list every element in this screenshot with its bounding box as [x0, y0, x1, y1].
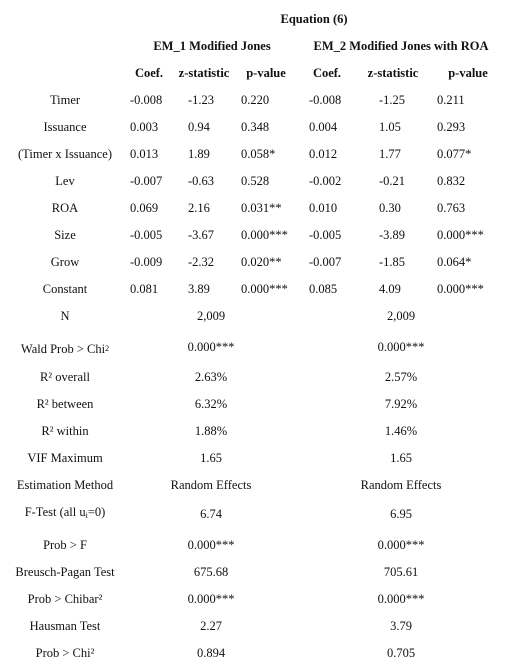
- z-cell: -2.32: [188, 255, 215, 269]
- coef-cell: 0.013: [130, 147, 159, 161]
- row-label: Timer: [49, 93, 81, 107]
- p-cell: 0.528: [241, 174, 270, 188]
- stat-value-2: 0.000***: [377, 340, 425, 354]
- z-cell: -0.21: [379, 174, 406, 188]
- z-cell: 0.30: [379, 201, 401, 215]
- coef-cell: 0.004: [309, 120, 338, 134]
- z-cell: 1.05: [379, 120, 401, 134]
- z-cell: 3.89: [188, 282, 210, 296]
- col-header-p-2: p-value: [448, 66, 488, 80]
- stat-label: F-Test (all $u_i=0$): [24, 505, 106, 520]
- stat-value-2: 1.65: [390, 451, 412, 465]
- z-cell: -3.89: [379, 228, 406, 242]
- stat-value-1: 675.68: [193, 565, 229, 579]
- row-label: (Timer x Issuance): [18, 147, 112, 161]
- p-cell: 0.000***: [241, 228, 288, 242]
- row-label: Lev: [55, 174, 75, 188]
- coef-cell: 0.085: [309, 282, 338, 296]
- stat-value-2: 2,009: [386, 309, 416, 323]
- stat-label: VIF Maximum: [27, 451, 103, 465]
- stat-value-1: Random Effects: [170, 478, 252, 492]
- p-cell: 0.220: [241, 93, 270, 107]
- col-header-z-1: z-statistic: [178, 66, 230, 80]
- stat-label: Prob > Chi²: [35, 646, 95, 660]
- stat-value-1: 0.000***: [187, 538, 235, 552]
- p-cell: 0.293: [437, 120, 466, 134]
- z-cell: 1.89: [188, 147, 210, 161]
- coef-cell: 0.003: [130, 120, 159, 134]
- coef-cell: 0.081: [130, 282, 159, 296]
- p-cell: 0.058*: [241, 147, 276, 161]
- stat-value-1: 2,009: [196, 309, 226, 323]
- row-label: ROA: [51, 201, 79, 215]
- coef-cell: -0.008: [309, 93, 342, 107]
- coef-cell: -0.002: [309, 174, 342, 188]
- stat-value-1: 6.74: [200, 507, 222, 521]
- p-cell: 0.020**: [241, 255, 282, 269]
- stat-value-2: 3.79: [390, 619, 412, 633]
- z-cell: -1.25: [379, 93, 406, 107]
- stat-label: Hausman Test: [29, 619, 101, 633]
- model2-header: EM_2 Modified Jones with ROA: [313, 39, 489, 53]
- stat-value-1: 0.894: [196, 646, 226, 660]
- stat-label: Prob > F: [43, 538, 87, 552]
- p-cell: 0.832: [437, 174, 466, 188]
- coef-cell: -0.005: [130, 228, 163, 242]
- stat-value-2: 0.000***: [377, 592, 425, 606]
- stat-value-2: Random Effects: [360, 478, 442, 492]
- stat-value-1: 0.000***: [187, 592, 235, 606]
- equation-title: Equation (6): [280, 12, 348, 26]
- p-cell: 0.000***: [437, 282, 484, 296]
- stat-label: Wald Prob > Chi$^2$: [20, 342, 110, 356]
- stat-value-1: 0.000***: [187, 340, 235, 354]
- row-label: Constant: [42, 282, 88, 296]
- col-header-z-2: z-statistic: [367, 66, 419, 80]
- stat-label: Prob > Chibar²: [27, 592, 103, 606]
- coef-cell: -0.007: [309, 255, 342, 269]
- stat-label: R² between: [36, 397, 94, 411]
- coef-cell: -0.005: [309, 228, 342, 242]
- stat-label: N: [60, 309, 70, 323]
- p-cell: 0.763: [437, 201, 466, 215]
- p-cell: 0.211: [437, 93, 465, 107]
- row-label: Grow: [50, 255, 80, 269]
- z-cell: 2.16: [188, 201, 210, 215]
- coef-cell: 0.012: [309, 147, 338, 161]
- stat-value-1: 2.63%: [194, 370, 228, 384]
- col-header-p-1: p-value: [246, 66, 286, 80]
- stat-value-2: 705.61: [383, 565, 419, 579]
- stat-value-2: 7.92%: [384, 397, 418, 411]
- coef-cell: 0.069: [130, 201, 159, 215]
- p-cell: 0.077*: [437, 147, 472, 161]
- stat-label: R² within: [41, 424, 89, 438]
- stat-value-2: 2.57%: [384, 370, 418, 384]
- col-header-coef-2: Coef.: [312, 66, 342, 80]
- p-cell: 0.064*: [437, 255, 472, 269]
- z-cell: 1.77: [379, 147, 401, 161]
- stat-value-2: 1.46%: [384, 424, 418, 438]
- stat-value-2: 0.705: [386, 646, 416, 660]
- z-cell: -1.23: [188, 93, 215, 107]
- z-cell: 4.09: [379, 282, 401, 296]
- stat-value-2: 6.95: [390, 507, 412, 521]
- p-cell: 0.031**: [241, 201, 282, 215]
- stat-value-2: 0.000***: [377, 538, 425, 552]
- p-cell: 0.348: [241, 120, 270, 134]
- z-cell: 0.94: [188, 120, 210, 134]
- coef-cell: 0.010: [309, 201, 338, 215]
- stat-value-1: 6.32%: [194, 397, 228, 411]
- row-label: Issuance: [43, 120, 87, 134]
- stat-value-1: 1.88%: [194, 424, 228, 438]
- p-cell: 0.000***: [437, 228, 484, 242]
- coef-cell: -0.007: [130, 174, 163, 188]
- stat-label: R² overall: [40, 370, 90, 384]
- z-cell: -0.63: [188, 174, 215, 188]
- stat-value-1: 1.65: [200, 451, 222, 465]
- stat-value-1: 2.27: [200, 619, 222, 633]
- stat-label: Breusch-Pagan Test: [15, 565, 115, 579]
- row-label: Size: [54, 228, 76, 242]
- z-cell: -3.67: [188, 228, 215, 242]
- stat-label: Estimation Method: [16, 478, 114, 492]
- p-cell: 0.000***: [241, 282, 288, 296]
- model1-header: EM_1 Modified Jones: [153, 39, 271, 53]
- coef-cell: -0.009: [130, 255, 163, 269]
- z-cell: -1.85: [379, 255, 406, 269]
- col-header-coef-1: Coef.: [134, 66, 164, 80]
- coef-cell: -0.008: [130, 93, 163, 107]
